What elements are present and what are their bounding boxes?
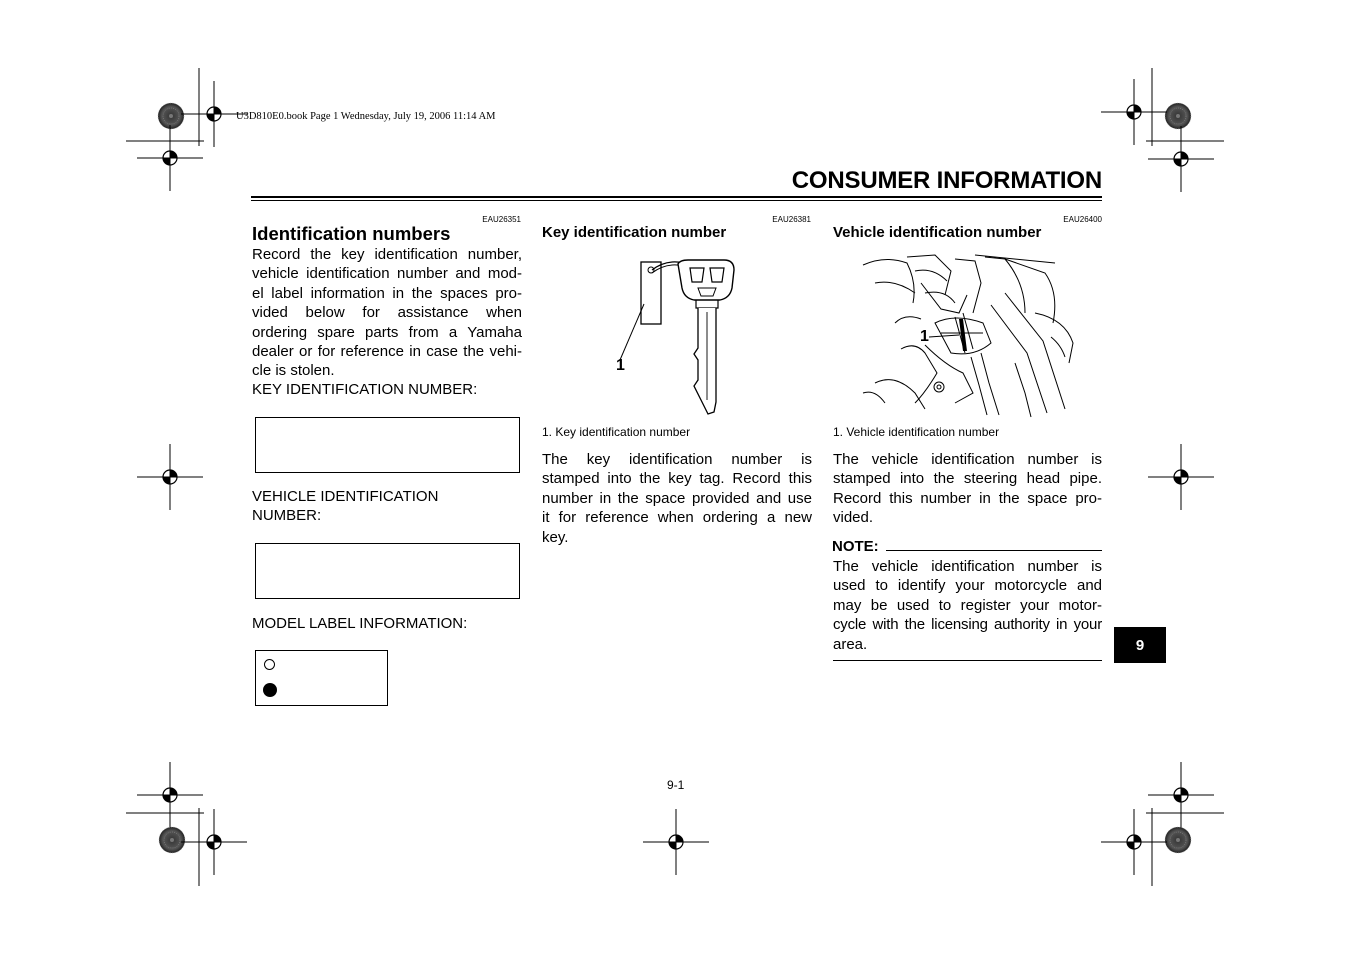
filled-circle-icon [263, 683, 277, 697]
note-rule [886, 550, 1102, 551]
section-tab [1114, 627, 1166, 663]
key-illustration [610, 252, 750, 422]
vehicle-heading: Vehicle identification number [833, 224, 1042, 241]
key-callout: 1 [616, 357, 625, 374]
note-line: cycle with the licensing authority in your [833, 616, 1102, 634]
note-line: The vehicle identification number is [833, 558, 1102, 575]
key-number-label: KEY IDENTIFICATION NUMBER: [252, 381, 478, 398]
intro-line: ordering spare parts from a Yamaha [252, 323, 522, 341]
steering-head-illustration [855, 253, 1075, 419]
page-number: 9-1 [667, 778, 685, 792]
key-line: The key identification number is [542, 451, 812, 468]
intro-line: vided below for assistance when [252, 304, 522, 322]
key-line: stamped into the key tag. Record this [542, 470, 812, 488]
vehicle-line: The vehicle identification number is [833, 451, 1102, 468]
note-line: area. [833, 635, 868, 653]
section-code: EAU26400 [1063, 215, 1102, 224]
header-rule [251, 196, 1102, 198]
key-number-box [255, 417, 520, 473]
vehicle-number-label-2: NUMBER: [252, 507, 322, 524]
open-circle-icon [264, 659, 275, 670]
note-line: may be used to register your motor- [833, 596, 1102, 614]
model-label-box [255, 650, 388, 706]
book-info: U3D810E0.book Page 1 Wednesday, July 19, 2006 11:14 AM [236, 111, 496, 122]
intro-line: el label information in the spaces pro- [252, 284, 522, 302]
key-paragraph [542, 450, 812, 547]
intro-line: Record the key identification number, [252, 246, 522, 263]
section-code: EAU26351 [482, 215, 521, 224]
key-line: number in the space provided and use [542, 489, 812, 507]
section-tab-label: 9 [1135, 636, 1145, 654]
vehicle-number-label: VEHICLE IDENTIFICATION [252, 488, 439, 505]
intro-line: cle is stolen. [252, 362, 335, 380]
vehicle-paragraph [833, 450, 1102, 528]
note-line: used to identify your motorcycle and [833, 577, 1102, 595]
note-end-rule [833, 660, 1102, 661]
vehicle-line: stamped into the steering head pipe. [833, 470, 1102, 488]
model-label-heading: MODEL LABEL INFORMATION: [252, 615, 468, 632]
vehicle-number-box [255, 543, 520, 599]
page-title: CONSUMER INFORMATION [791, 167, 1102, 194]
note-label: NOTE: [832, 538, 883, 555]
intro-line: vehicle identification number and mod- [252, 265, 522, 283]
intro-paragraph [252, 245, 522, 381]
key-line: it for reference when ordering a new [542, 509, 812, 527]
key-heading: Key identification number [542, 224, 727, 241]
note-paragraph [833, 557, 1102, 654]
key-line: key. [542, 528, 569, 546]
vehicle-line: Record this number in the space pro- [833, 489, 1102, 507]
intro-line: dealer or for reference in case the vehi- [252, 343, 522, 361]
vehicle-line: vided. [833, 509, 874, 527]
vehicle-caption: 1. Vehicle identification number [833, 425, 1000, 439]
key-caption: 1. Key identification number [542, 425, 691, 439]
section-code: EAU26381 [772, 215, 811, 224]
section-heading: Identification numbers [252, 223, 451, 244]
vehicle-callout: 1 [920, 328, 929, 345]
header-rule-thin [251, 200, 1102, 201]
